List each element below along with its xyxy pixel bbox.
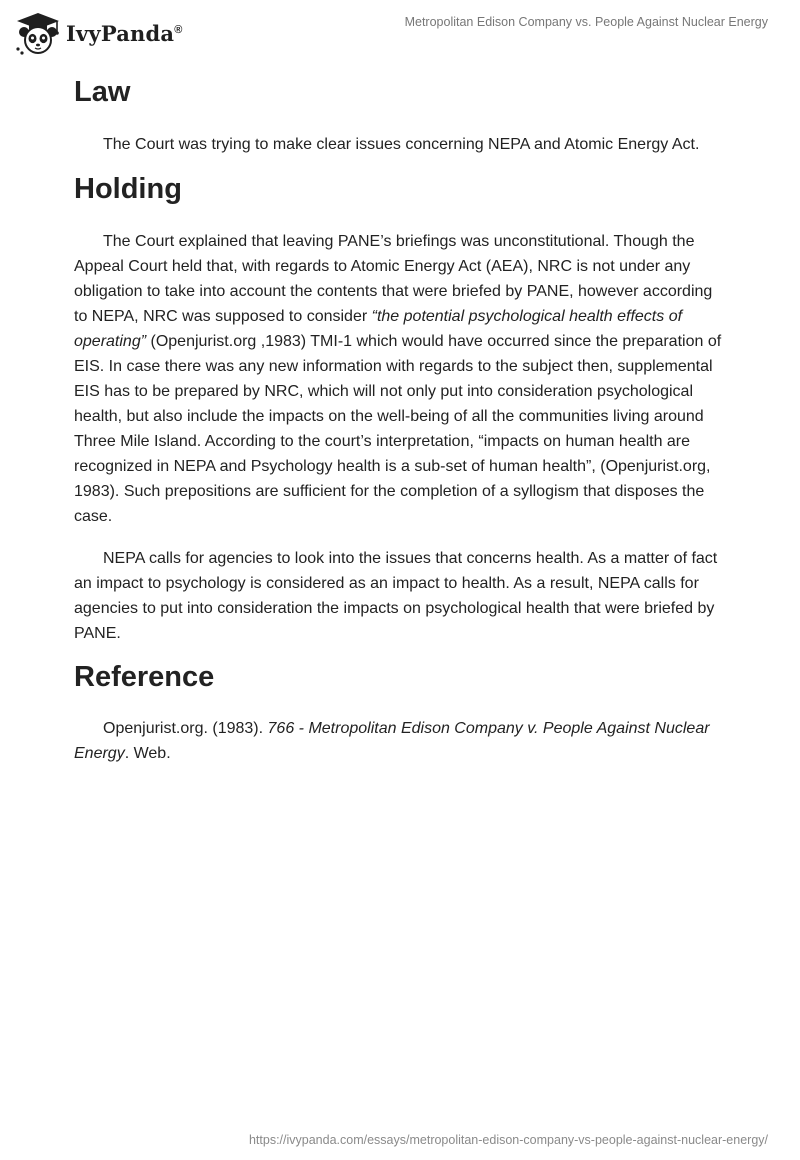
holding-p1-text-b: (Openjurist.org ,1983) TMI-1 which would have occurred since the preparation of EIS. In case there was any new information with regards to the subject then, supplemental EIS has to be prepared by NRC, which will not only put into consideration psychological health, but also include the impacts on the well-being of all the communities living around Three Mile Island. According to the court’s interpretation, “impacts on human health are recognized in NEPA and Psychology health is a sub-set of human health”, (Openjurist.org, 1983). Such prepositions are sufficient for the completion of a syllogism that disposes the case. bbox=[74, 333, 722, 525]
page-header bbox=[0, 0, 800, 70]
footer-url-link[interactable]: https://ivypanda.com/essays/metropolitan-edison-company-vs-people-against-nuclear-energy/ bbox=[248, 1133, 768, 1147]
holding-p1-text-a: The Court explained that leaving PANE’s briefings was unconstitutional. Though the Appeal Court held that, with regards to Atomic Energy Act (AEA), NRC is not under any obligation to take into account the contents that were briefed by PANE, however according to NEPA, NRC was supposed to consider bbox=[74, 233, 713, 325]
brand-name: IvyPanda® bbox=[66, 20, 183, 46]
registered-mark: ® bbox=[174, 23, 183, 36]
holding-heading: Holding bbox=[74, 173, 182, 205]
law-heading: Law bbox=[74, 76, 131, 108]
holding-paragraph-2: NEPA calls for agencies to look into the issues that concerns health. As a matter of fact an impact to psychology is considered as an impact to health. As a result, NEPA calls for agencies to put into consideration the impacts on psychological health that were briefed by PANE. bbox=[74, 550, 718, 642]
document-title: Metropolitan Edison Company vs. People Against Nuclear Energy bbox=[404, 15, 768, 29]
holding-p1-quote: “the potential psychological health effects of operating” bbox=[74, 308, 683, 350]
reference-heading: Reference bbox=[74, 661, 215, 693]
essay-content bbox=[74, 72, 726, 766]
ivypanda-logo[interactable] bbox=[14, 10, 214, 56]
reference-entry bbox=[74, 716, 726, 766]
law-paragraph: The Court was trying to make clear issues concerning NEPA and Atomic Energy Act. bbox=[103, 136, 700, 153]
reference-suffix: . Web. bbox=[124, 745, 171, 762]
reference-title: 766 - Metropolitan Edison Company v. People Against Nuclear Energy bbox=[74, 720, 710, 762]
panda-logo-icon bbox=[14, 10, 62, 56]
holding-paragraph-1 bbox=[74, 229, 726, 529]
reference-author-year: Openjurist.org. (1983). bbox=[103, 720, 268, 737]
